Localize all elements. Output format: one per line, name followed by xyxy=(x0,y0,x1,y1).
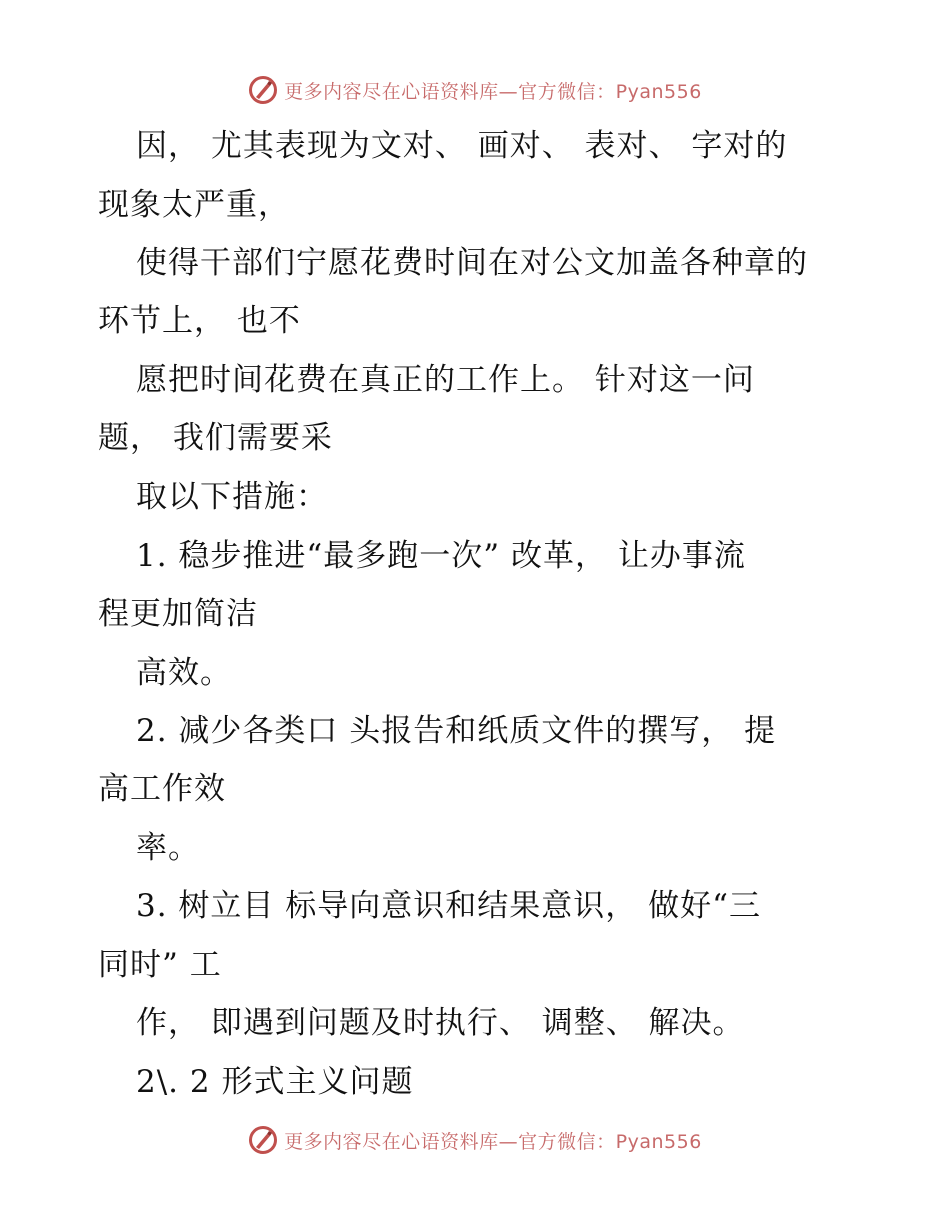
text-line: 环节上， 也不 xyxy=(98,303,301,339)
text-line: 作， 即遇到问题及时执行、 调整、 解决。 xyxy=(136,1005,745,1041)
text-line: 因， 尤其表现为文对、 画对、 表对、 字对的 xyxy=(136,128,788,164)
section-heading: 2\. 2 形式主义问题 xyxy=(136,1064,414,1100)
text-line: 2. 减少各类口 头报告和纸质文件的撰写， 提 xyxy=(136,713,777,749)
text-line: 3. 树立目 标导向意识和结果意识， 做好“三 xyxy=(136,888,761,924)
text-line: 现象太严重， xyxy=(98,187,290,223)
text-line: 程更加简洁 xyxy=(98,596,258,632)
text-line: 高工作效 xyxy=(98,771,226,807)
footer-watermark xyxy=(0,1120,950,1160)
text-line: 同时” 工 xyxy=(98,947,222,983)
text-line: 率。 xyxy=(136,830,200,866)
text-line: 使得干部们宁愿花费时间在对公文加盖各种章的 xyxy=(136,245,808,281)
watermark-text: 更多内容尽在心语资料库—官方微信：Pyan556 xyxy=(284,80,702,103)
watermark-text: 更多内容尽在心语资料库—官方微信：Pyan556 xyxy=(284,1130,702,1153)
text-line: 题， 我们需要采 xyxy=(98,420,333,456)
pen-circle-logo-icon xyxy=(248,1125,278,1155)
text-line: 1. 稳步推进“最多跑一次” 改革， 让办事流 xyxy=(136,538,746,574)
text-line: 取以下措施： xyxy=(136,479,328,515)
text-line: 高效。 xyxy=(136,655,232,691)
text-line: 愿把时间花费在真正的工作上。 针对这一问 xyxy=(136,362,755,398)
